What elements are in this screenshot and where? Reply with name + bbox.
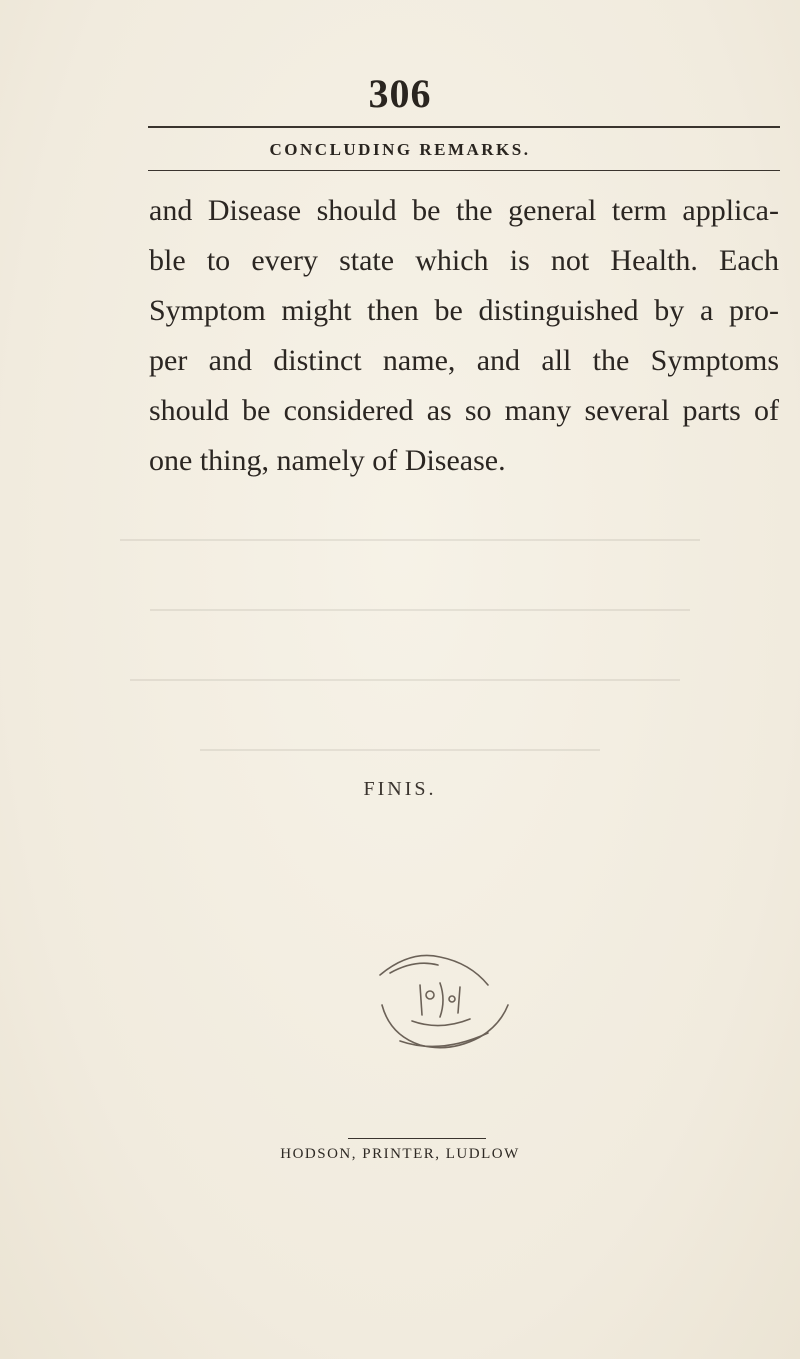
text-line: per and distinct name, and all the Symptoms (149, 344, 779, 377)
imprint-rule (348, 1138, 486, 1139)
text-line: one thing, namely of Disease. (149, 444, 506, 477)
page-number: 306 (368, 71, 432, 116)
text-line: Symptom might then be distinguished by a pro- (149, 294, 779, 327)
text-line: and Disease should be the general term applica- (149, 194, 779, 227)
header-rule-top (148, 126, 780, 128)
finis-label: FINIS. (363, 778, 437, 800)
body-paragraph (149, 186, 779, 486)
text-line: ble to every state which is not Health. Each (149, 244, 779, 277)
text-line: should be considered as so many several parts of (149, 394, 779, 427)
header-rule-bottom (148, 170, 780, 171)
printer-imprint: HODSON, PRINTER, LUDLOW (280, 1146, 520, 1162)
printers-ornament-icon (360, 945, 520, 1065)
running-head: CONCLUDING REMARKS. (269, 140, 531, 159)
show-through-background (0, 500, 800, 800)
